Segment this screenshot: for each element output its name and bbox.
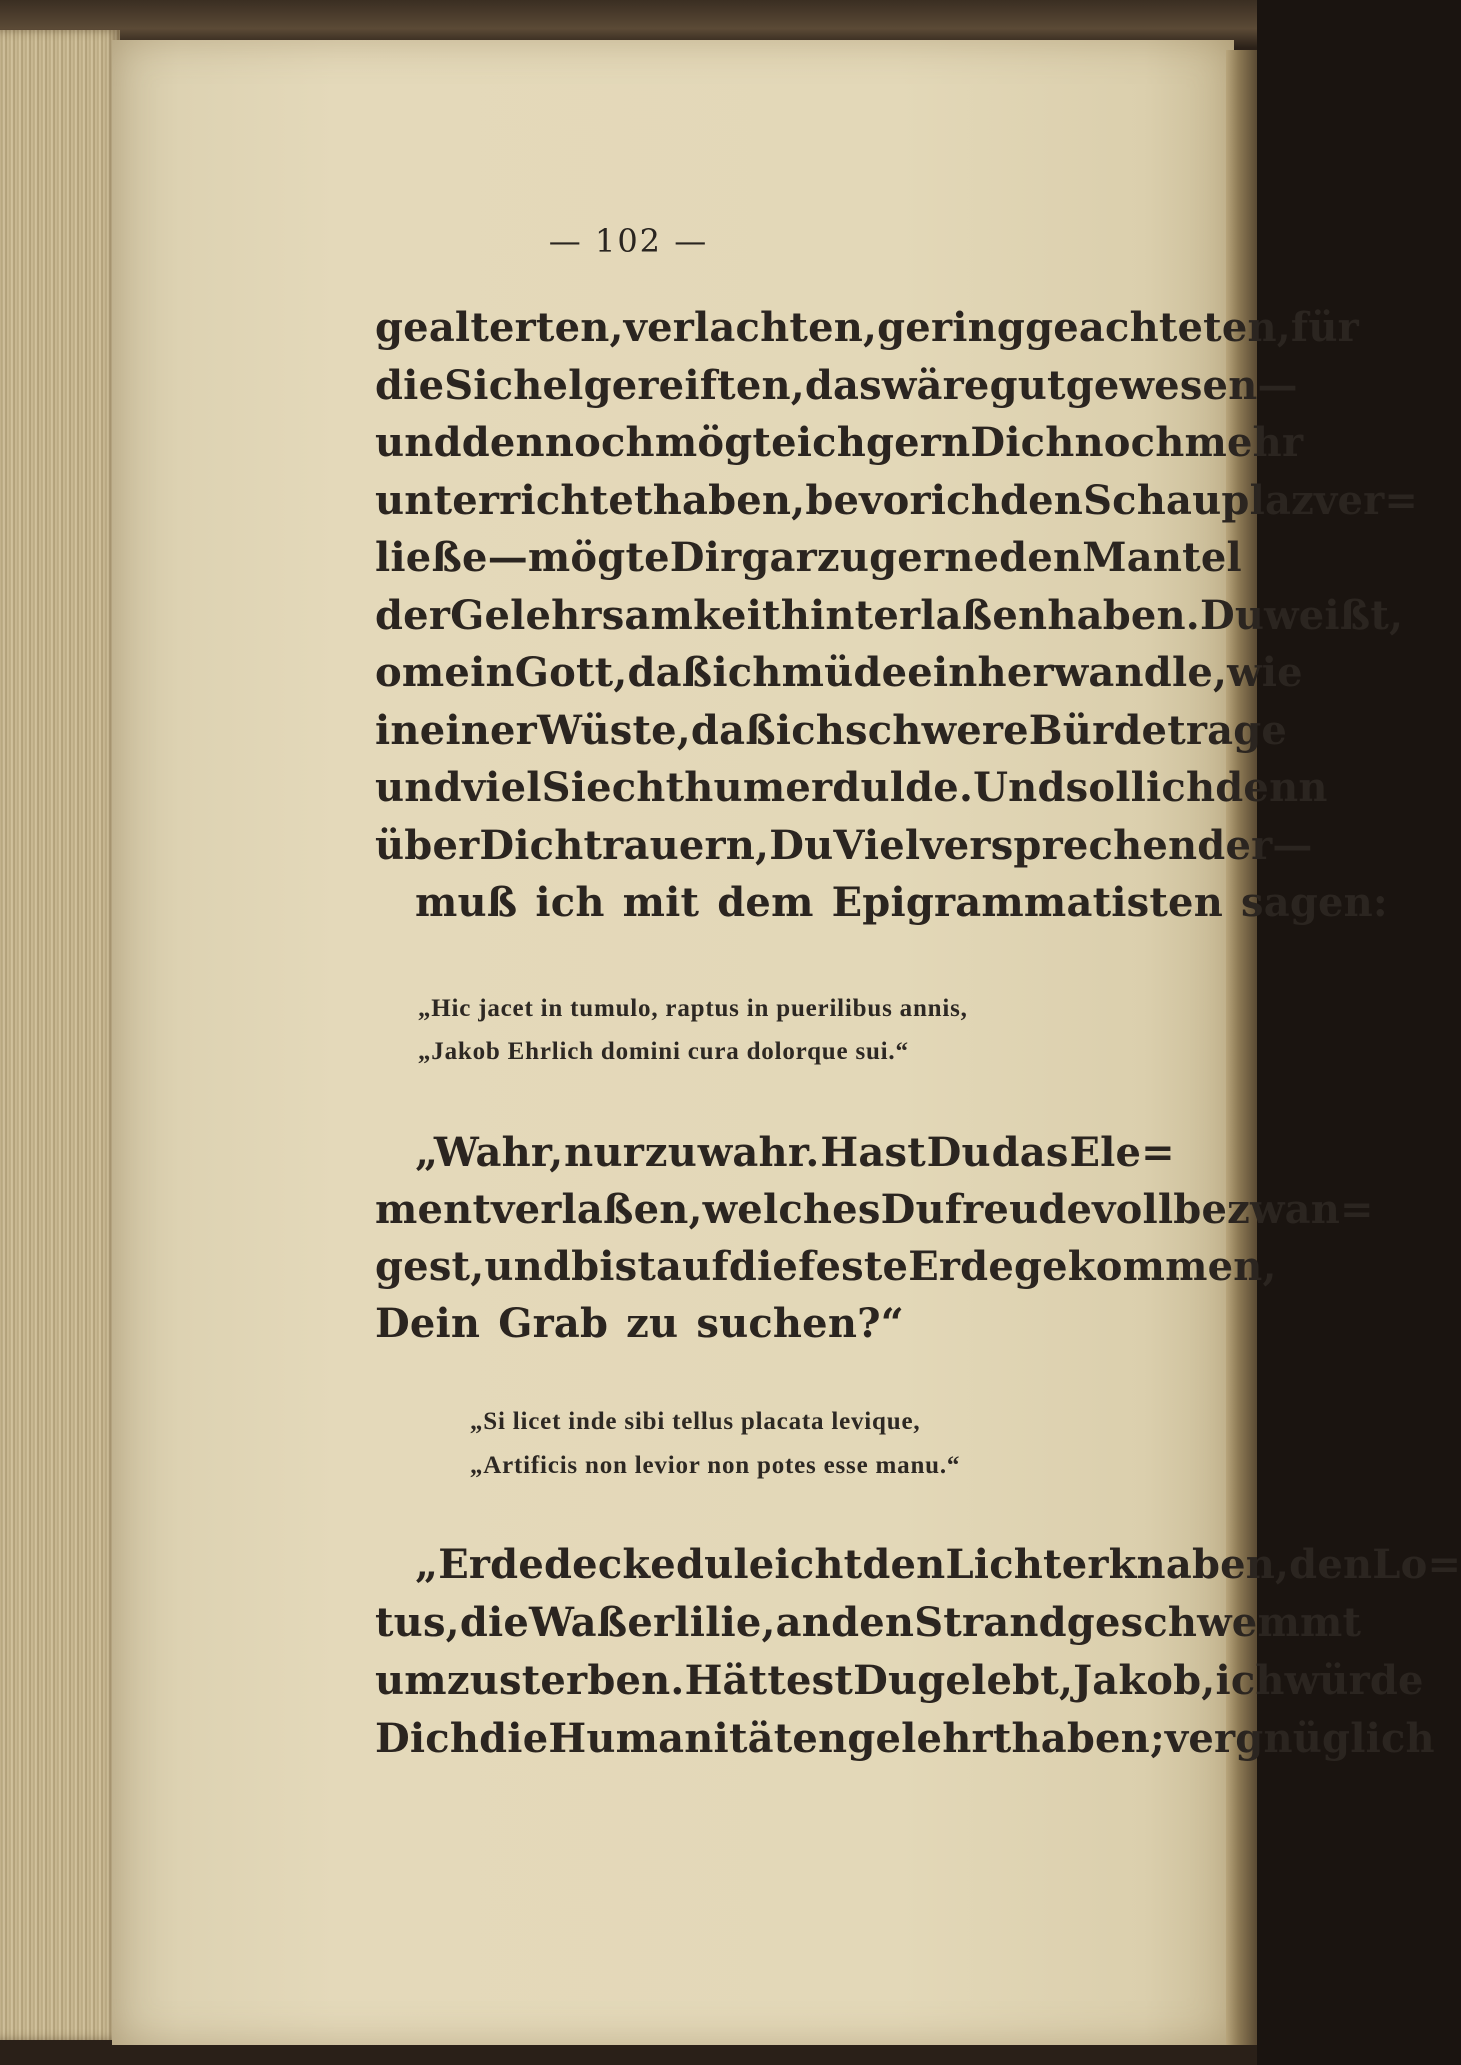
p1-line: muß ich mit dem Epigrammatisten sagen:	[415, 879, 1388, 926]
p2-line: Dein Grab zu suchen?“	[375, 1300, 904, 1347]
p3-line: Dich die Humanitäten gelehrt haben; vergnüglich	[375, 1715, 1435, 1762]
p2-line: „Wahr, nur zu wahr. Hast Du das Ele=	[415, 1129, 1175, 1176]
p1-line: o mein Gott, daß ich müde einherwandle, wie	[375, 649, 1303, 696]
latin-verse-2-line-2: „Artificis non levior non potes esse manu.“	[470, 1452, 961, 1479]
p1-line: ließe — mögte Dir gar zu gerne den Mantel	[375, 534, 1242, 581]
p2-line: gest, und bist auf die feste Erde gekommen,	[375, 1243, 1277, 1290]
latin-verse-2-line-1: „Si licet inde sibi tellus placata levique,	[470, 1408, 921, 1435]
p1-line: über Dich trauern, Du Vielversprechender —	[375, 821, 1313, 869]
p2-line: ment verlaßen, welches Du freudevoll bezwan=	[375, 1186, 1374, 1233]
latin-verse-1-line-1: „Hic jacet in tumulo, raptus in puerilibus annis,	[418, 995, 968, 1022]
p1-line: gealterten, verlachten, gering geachteten, für	[375, 304, 1359, 351]
p1-line: die Sichel gereiften, das wäre gut gewesen —	[375, 361, 1298, 409]
page-number: — 102 —	[548, 222, 709, 260]
p3-line: tus, die Waßerlilie, an den Strand geschwemmt	[375, 1599, 1362, 1646]
page-edges	[0, 30, 120, 2040]
p3-line: „Erde decke du leicht den Lichterknaben, den Lo=	[415, 1541, 1461, 1588]
p1-line: in einer Wüste, daß ich schwere Bürde trage	[375, 706, 1288, 754]
latin-verse-1-line-2: „Jakob Ehrlich domini cura dolorque sui.“	[418, 1038, 909, 1065]
p1-line: der Gelehrsamkeit hinterlaßen haben. Du weißt,	[375, 591, 1404, 639]
p1-line: und viel Siechthum erdulde. Und soll ich denn	[375, 764, 1328, 811]
p3-line: um zu sterben. Hättest Du gelebt, Jakob, ich würde	[375, 1657, 1424, 1704]
p1-line: und dennoch mögte ich gern Dich noch mehr	[375, 419, 1304, 466]
p1-line: unterrichtet haben, bevor ich den Schauplaz ver=	[375, 476, 1419, 524]
